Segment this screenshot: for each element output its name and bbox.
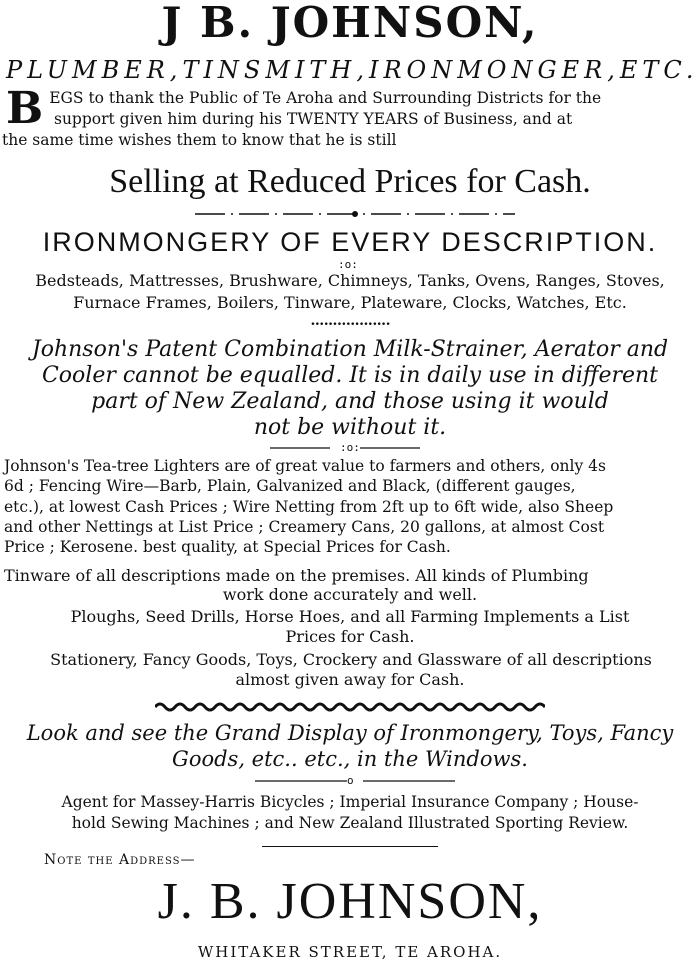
patent-line-1: Johnson's Patent Combination Milk-Strainer, Aerator and	[31, 337, 669, 362]
intro-line-1: EGS to thank the Public of Te Aroha and Surrounding Districts for the	[49, 89, 602, 107]
look-line-1: Look and see the Grand Display of Ironmongery, Toys, Fancy	[26, 721, 674, 745]
intro-paragraph	[2, 83, 696, 151]
goods-line-2: Furnace Frames, Boilers, Tinware, Plateware, Clocks, Watches, Etc.	[73, 293, 627, 312]
patent-line-4: not be without it.	[253, 415, 447, 440]
drop-cap: B	[6, 83, 44, 134]
details-paragraph	[4, 456, 698, 557]
stationery-line-2: almost given away for Cash.	[235, 670, 465, 689]
intro-line-3: the same time wishes them to know that he is still	[2, 131, 397, 149]
ploughs-line-2: Prices for Cash.	[285, 627, 415, 646]
trade-tinsmith: TINSMITH,	[182, 56, 369, 84]
patent-line-2: Cooler cannot be equalled. It is in daily use in different	[41, 363, 659, 388]
trades-line	[0, 56, 700, 84]
note-address-label: Note the Address—	[44, 852, 196, 868]
trade-ironmonger: IRONMONGER,	[369, 56, 620, 84]
detail-line-2: 6d ; Fencing Wire—Barb, Plain, Galvanized and Black, (different gauges,	[4, 477, 576, 496]
ornamental-rule	[195, 209, 515, 219]
headline: Selling at Reduced Prices for Cash.	[109, 163, 591, 200]
ploughs-line-1: Ploughs, Seed Drills, Horse Hoes, and all Farming Implements a List	[70, 607, 630, 626]
ornament-1: :o:	[338, 258, 358, 271]
agent-line-1: Agent for Massey-Harris Bicycles ; Imperial Insurance Company ; House-	[61, 793, 639, 811]
detail-line-5: Price ; Kerosene. best quality, at Special Prices for Cash.	[4, 538, 451, 557]
ornament-3: o	[347, 774, 354, 787]
agent-line-2: hold Sewing Machines ; and New Zealand Illustrated Sporting Review.	[71, 814, 629, 832]
trade-etc: ETC.	[619, 56, 699, 84]
detail-line-4: and other Nettings at List Price ; Creamery Cans, 20 gallons, at almost Cost	[4, 517, 605, 536]
detail-line-3: etc.), at lowest Cash Prices ; Wire Netting from 2ft up to 6ft wide, also Sheep	[4, 497, 614, 516]
street-address: WHITAKER STREET, TE AROHA.	[197, 943, 503, 961]
trade-plumber: PLUMBER,	[6, 56, 183, 84]
tinware-line-2: work done accurately and well.	[222, 585, 478, 604]
wavy-rule	[155, 700, 545, 714]
patent-line-3: part of New Zealand, and those using it would	[91, 389, 609, 414]
stationery-line-1: Stationery, Fancy Goods, Toys, Crockery and Glassware of all descriptions	[50, 650, 652, 669]
detail-line-1: Johnson's Tea-tree Lighters are of great value to farmers and others, only 4s	[4, 457, 606, 475]
goods-line-1: Bedsteads, Mattresses, Brushware, Chimneys, Tanks, Ovens, Ranges, Stoves,	[35, 271, 665, 290]
short-rule	[262, 846, 438, 847]
divider-rule-3	[255, 776, 455, 786]
intro-line-2: support given him during his TWENTY YEARS of Business, and at	[54, 110, 573, 128]
tinware-line-1: Tinware of all descriptions made on the premises. All kinds of Plumbing	[4, 566, 589, 585]
ornament-2: :o:	[340, 441, 360, 454]
look-line-2: Goods, etc.. etc., in the Windows.	[172, 747, 528, 771]
advertiser-name-footer: J. B. JOHNSON,	[157, 873, 543, 930]
advertiser-title: J B. JOHNSON,	[161, 0, 539, 47]
section-heading: IRONMONGERY OF EVERY DESCRIPTION.	[42, 227, 658, 257]
dot-divider: ••••••••••••••••••	[310, 320, 390, 330]
